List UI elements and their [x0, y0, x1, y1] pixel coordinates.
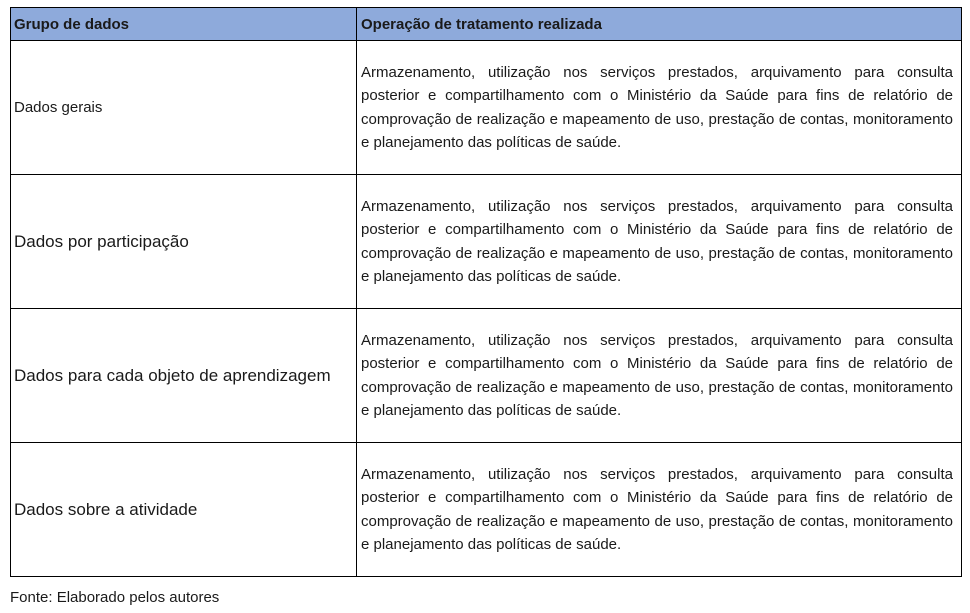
operation-cell: Armazenamento, utilização nos serviços prestados, arquivamento para consulta posterior e compartilhamento com o Ministério da Saúde para fins de relatório de comprovação de realização e mapeamento de uso, prestação de contas, monitoramento e planejamento das políticas de saúde. [357, 41, 962, 175]
table-row [11, 41, 962, 175]
table-row [11, 309, 962, 443]
header-group: Grupo de dados [11, 8, 357, 41]
operation-cell: Armazenamento, utilização nos serviços prestados, arquivamento para consulta posterior e compartilhamento com o Ministério da Saúde para fins de relatório de comprovação de realização e mapeamento de uso, prestação de contas, monitoramento e planejamento das políticas de saúde. [357, 309, 962, 443]
group-cell: Dados por participação [11, 175, 357, 309]
group-cell: Dados gerais [11, 41, 357, 175]
header-operation: Operação de tratamento realizada [357, 8, 962, 41]
operation-cell: Armazenamento, utilização nos serviços prestados, arquivamento para consulta posterior e compartilhamento com o Ministério da Saúde para fins de relatório de comprovação de realização e mapeamento de uso, prestação de contas, monitoramento e planejamento das políticas de saúde. [357, 443, 962, 577]
group-cell: Dados para cada objeto de aprendizagem [11, 309, 357, 443]
group-cell: Dados sobre a atividade [11, 443, 357, 577]
table-row [11, 443, 962, 577]
source-note: Fonte: Elaborado pelos autores [10, 589, 220, 606]
table-header-row [11, 8, 962, 41]
table-row [11, 175, 962, 309]
data-treatment-table [10, 7, 962, 577]
operation-cell: Armazenamento, utilização nos serviços prestados, arquivamento para consulta posterior e compartilhamento com o Ministério da Saúde para fins de relatório de comprovação de realização e mapeamento de uso, prestação de contas, monitoramento e planejamento das políticas de saúde. [357, 175, 962, 309]
